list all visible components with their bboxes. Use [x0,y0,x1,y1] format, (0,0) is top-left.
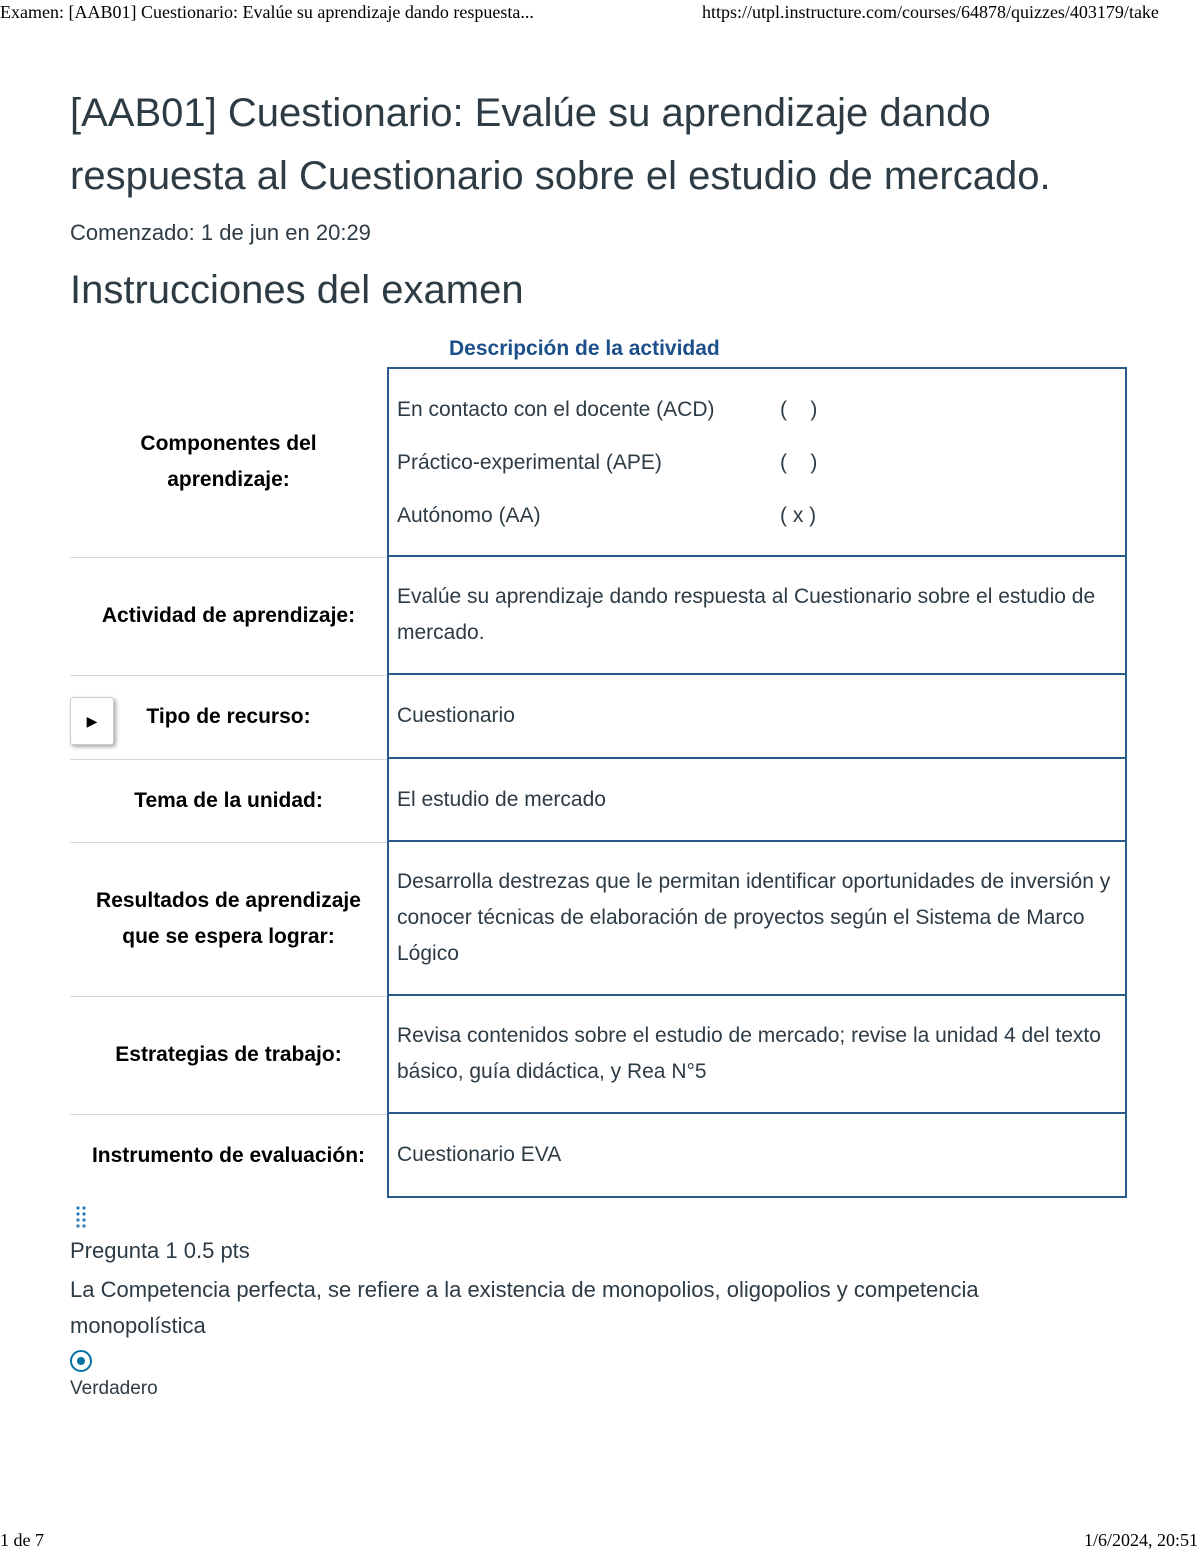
question-header: Pregunta 1 0.5 pts [70,1238,250,1263]
print-header-title: Examen: [AAB01] Cuestionario: Evalúe su aprendizaje dando respuesta... [0,2,534,22]
table-caption: Descripción de la actividad [449,337,720,360]
row-label: Estrategias de trabajo: [70,996,387,1115]
print-footer-datetime: 1/6/2024, 20:51 [1083,1530,1198,1550]
component-item [397,436,1117,489]
row-label: Tipo de recurso: [70,675,387,760]
row-value: Revisa contenidos sobre el estudio de mercado; revise la unidad 4 del texto básico, guía didáctica, y Rea N°5 [387,996,1127,1114]
table-row [70,842,1130,996]
drag-handle-icon[interactable] [74,1204,88,1232]
row-label: Tema de la unidad: [70,759,387,843]
expand-button[interactable] [70,697,114,745]
component-name: Autónomo (AA) [397,503,541,527]
started-label: Comenzado: [70,220,195,245]
table-row [70,1114,1130,1198]
table-row [70,996,1130,1114]
component-mark: ( ) [780,450,818,474]
components-value [387,367,1127,557]
table-row [70,759,1130,842]
component-name: En contacto con el docente (ACD) [397,397,715,421]
table-row-components [70,367,1130,557]
table-row [70,675,1130,759]
started-info [70,220,371,246]
answer-label[interactable]: Verdadero [70,1378,158,1399]
component-item [397,383,1117,436]
print-footer-page: 1 de 7 [0,1530,44,1550]
row-value: Desarrolla destrezas que le permitan identificar oportunidades de inversión y conocer técnicas de elaboración de proyectos según el Sistema de Marco Lógico [387,842,1127,996]
radio-dot [77,1357,85,1365]
components-list [397,383,1117,542]
radio-selected-icon[interactable] [70,1350,92,1372]
row-value: Cuestionario [387,675,1127,759]
component-mark: ( x ) [780,503,817,527]
quiz-title: [AAB01] Cuestionario: Evalúe su aprendizaje dando respuesta al Cuestionario sobre el estudio de mercado. [70,91,1051,198]
row-value: Evalúe su aprendizaje dando respuesta al Cuestionario sobre el estudio de mercado. [387,557,1127,675]
expand-triangle-icon: ▶ [86,712,98,729]
row-label: Resultados de aprendizaje que se espera lograr: [70,842,387,997]
row-value: Cuestionario EVA [387,1114,1127,1198]
print-header-url: https://utpl.instructure.com/courses/64878/quizzes/403179/take [702,2,1159,22]
instructions-heading: Instrucciones del examen [70,268,524,312]
component-mark: ( ) [780,397,818,421]
row-value: El estudio de mercado [387,759,1127,842]
print-footer [0,1530,1200,1554]
started-value: 1 de jun en 20:29 [200,220,371,245]
table-row [70,557,1130,675]
print-header [0,2,1200,26]
components-label: Componentes del aprendizaje: [70,367,387,558]
row-label: Actividad de aprendizaje: [70,557,387,676]
component-name: Práctico-experimental (APE) [397,450,662,474]
row-label: Instrumento de evaluación: [91,1144,366,1167]
question-text: La Competencia perfecta, se refiere a la existencia de monopolios, oligopolios y competencia monopolística [70,1277,979,1338]
component-item [397,489,1117,542]
